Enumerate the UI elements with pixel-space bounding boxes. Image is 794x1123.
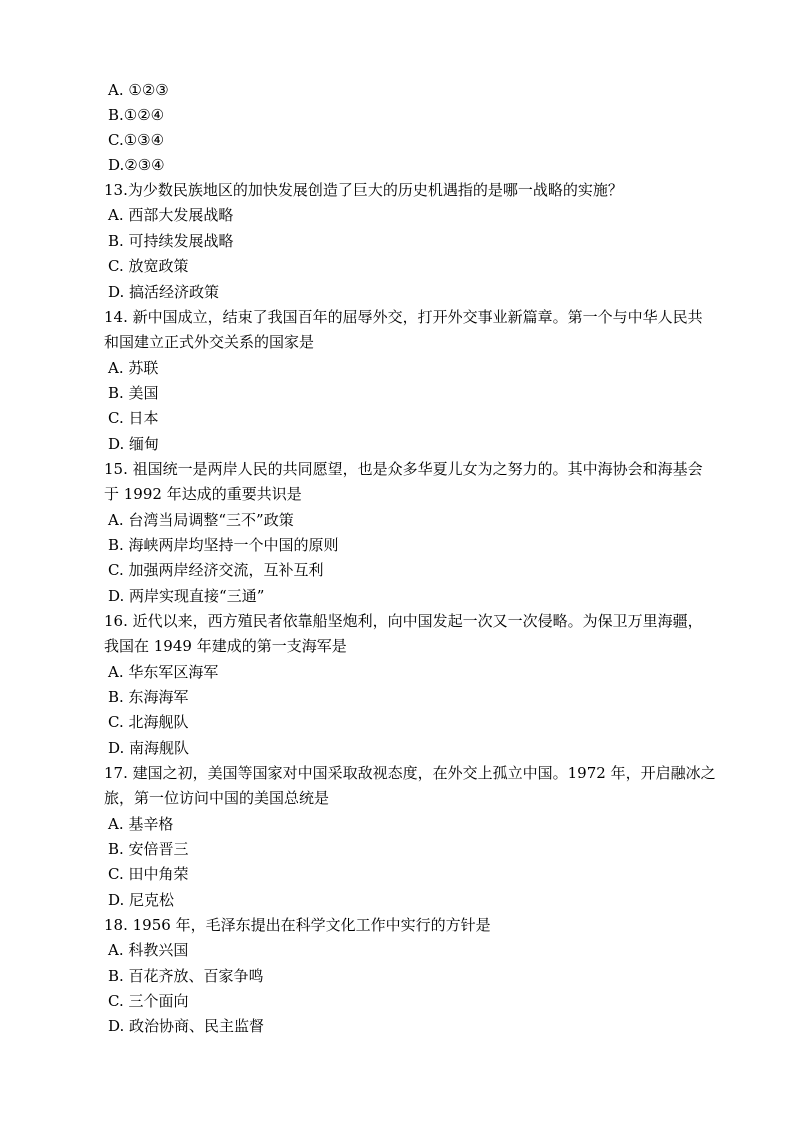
q17-stem-line-1: 17. 建国之初，美国等国家对中国采取敌视态度，在外交上孤立中国。1972 年，开启融冰之 [104,764,716,782]
q17-stem-line-2: 旅，第一位访问中国的美国总统是 [104,789,330,807]
q18-stem-line-1: 18. 1956 年，毛泽东提出在科学文化工作中实行的方针是 [104,916,491,934]
q14-option-a: A. 苏联 [108,359,159,377]
q18-option-d: D. 政治协商、民主监督 [108,1017,265,1035]
q13-option-c: C. 放宽政策 [108,257,189,275]
q12-option-b: B.①②④ [108,106,165,124]
q13-option-a: A. 西部大发展战略 [108,206,234,224]
q14-option-d: D. 缅甸 [108,435,160,453]
q13-option-b: B. 可持续发展战略 [108,232,234,250]
q16-stem-line-2: 我国在 1949 年建成的第一支海军是 [104,637,347,655]
q15-option-a: A. 台湾当局调整“三不”政策 [108,511,294,529]
q18-option-a: A. 科教兴国 [108,941,189,959]
q15-option-c: C. 加强两岸经济交流，互补互利 [108,561,324,579]
q18-option-c: C. 三个面向 [108,992,189,1010]
q14-stem-line-2: 和国建立正式外交关系的国家是 [104,333,315,351]
q13-stem-line-1: 13.为少数民族地区的加快发展创造了巨大的历史机遇指的是哪一战略的实施？ [104,181,623,199]
q17-option-c: C. 田中角荣 [108,865,189,883]
q14-option-c: C. 日本 [108,409,159,427]
q15-option-b: B. 海峡两岸均坚持一个中国的原则 [108,536,339,554]
q17-option-d: D. 尼克松 [108,891,175,909]
q16-option-b: B. 东海海军 [108,688,189,706]
q18-option-b: B. 百花齐放、百家争鸣 [108,967,264,985]
q16-option-d: D. 南海舰队 [108,739,190,757]
q12-option-d: D.②③④ [108,156,165,174]
q16-option-a: A. 华东军区海军 [108,663,219,681]
q14-option-b: B. 美国 [108,384,159,402]
q17-option-b: B. 安倍晋三 [108,840,189,858]
q12-option-c: C.①③④ [108,131,165,149]
q15-stem-line-1: 15. 祖国统一是两岸人民的共同愿望，也是众多华夏儿女为之努力的。其中海协会和海基会 [104,460,703,478]
q12-option-a: A. ①②③ [108,81,169,99]
q15-option-d: D. 两岸实现直接“三通” [108,587,265,605]
q16-stem-line-1: 16. 近代以来，西方殖民者依靠船坚炮利，向中国发起一次又一次侵略。为保卫万里海疆， [104,612,703,630]
q17-option-a: A. 基辛格 [108,815,174,833]
q14-stem-line-1: 14. 新中国成立，结束了我国百年的屈辱外交，打开外交事业新篇章。第一个与中华人民共 [104,308,703,326]
q13-option-d: D. 搞活经济政策 [108,283,220,301]
q16-option-c: C. 北海舰队 [108,713,189,731]
q15-stem-line-2: 于 1992 年达成的重要共识是 [104,485,302,503]
